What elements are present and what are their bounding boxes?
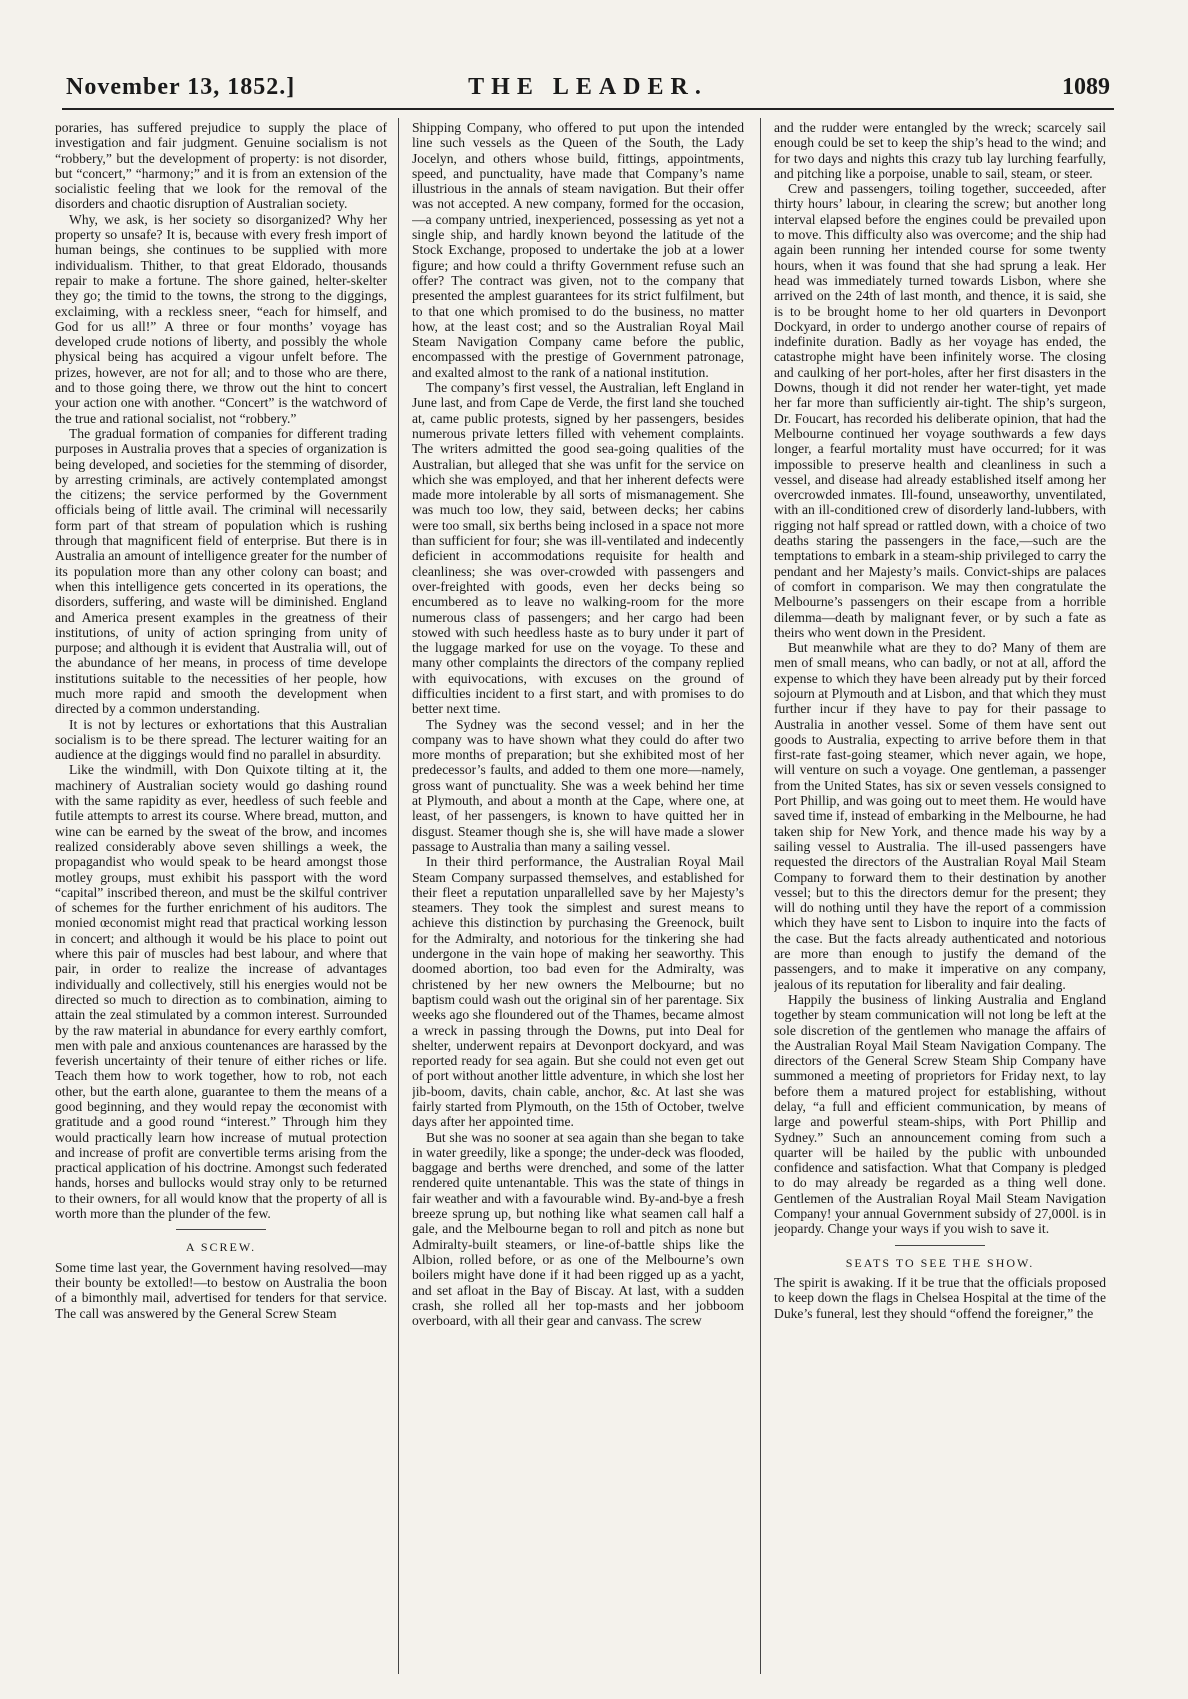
paragraph: Like the windmill, with Don Quixote tilting at it, the machinery of Australian society would go dashing round with the same rapidity as ever, heedless of such feeble and futile attempts to arrest its course. Where bread, mutton, and wine can be earned by the sweat of the brow, and incomes realized considerably above seven shillings a week, the propagandist who would speak to be heard amongst those motley groups, must exhibit his passport with the word “capital” inscribed thereon, and must be the skilful contriver of schemes for the further enrichment of his auditors. The monied œconomist might read that practical working lesson in concert; and although it would be his place to point out where this pair of muscles had best labour, and where that pair, in order to realize the increase of advantages individually and collectively, still his energies would not be directed so much to direction as to combination, aiming to attain the zeal stimulated by a common interest. Surrounded by the raw material in abundance for every earthly comfort, men with pale and anxious countenances are harassed by the feverish uncertainty of their tenure of either riches or life. Teach them how to work together, how to rob, not each other, but the earth alone, guarantee to them the means of a good beginning, and they would repay the œconomist with gratitude and a good round “interest.” Through him they would practically learn how increase of mutual protection and increase of profit are convertible terms arising from the practical application of his doctrine. Amongst such federated hands, horses and bullocks would stray only to be returned to their owners, for all would know that the property of all is worth more than the plunder of the few. xyxy=(55,762,387,1222)
issue-date: November 13, 1852.] xyxy=(66,74,296,100)
section-heading-seats-to-see-the-show: SEATS TO SEE THE SHOW. xyxy=(845,1255,1035,1270)
column-3 xyxy=(774,120,1106,1675)
column-rule-1 xyxy=(398,118,399,1674)
paragraph: Why, we ask, is her society so disorganized? Why her property so unsafe? It is, because with every fresh import of human beings, she continues to be supplied with more individualism. Thither, to that great Eldorado, thousands repair to make a fortune. The shore gained, helter-skelter they go; the timid to the towns, the strong to the diggings, exclaiming, with a reckless sneer, “each for himself, and God for us all!” A three or four months’ voyage has developed crude notions of liberty, and possibly the whole physical being has acquired a vigour unfelt before. The prizes, however, are not for all; and to those who are there, and to those going there, we throw out the hint to concert your action one with another. “Concert” is the watchword of the true and rational socialist, not “robbery.” xyxy=(55,211,387,426)
paragraph: But meanwhile what are they to do? Many of them are men of small means, who can badly, or not at all, afford the expense to which they have been already put by their forced sojourn at Plymouth and at Lisbon, and that which they must further incur if they have to pay for their passage to Australia in another vessel. Some of them have sent out goods to Australia, expecting to arrive before them in that first-rate fast-going steamer, which never again, we hope, will venture on such a voyage. One gentleman, a passenger from the United States, has six or seven vessels consigned to Port Phillip, and was going out to meet them. He would have saved time if, instead of embarking in the Melbourne, he had taken ship for New York, and thence made his way by a sailing vessel to Australia. The ill-used passengers have requested the directors of the Australian Royal Mail Steam Company to forward them to their destination by another vessel; but to this the directors demur for the present; they will do nothing until they have the report of a commission which they have sent to Lisbon to inquire into the facts of the case. But the facts already authenticated and notorious are more than enough to justify the demand of the passengers, and to make it imperative on any company, jealous of its reputation for liberality and fair dealing. xyxy=(774,640,1106,992)
column-1 xyxy=(55,120,387,1675)
paragraph: The Sydney was the second vessel; and in her the company was to have shown what they could do after two more months of preparation; but she exhibited most of her predecessor’s faults, and added to them one more—namely, gross want of punctuality. She was a week behind her time at Plymouth, and about a month at the Cape, where one, at least, of her passengers, is known to have quitted her in disgust. Steamer though she is, she will have made a slower passage to Australia than many a sailing vessel. xyxy=(412,716,744,854)
paragraph: In their third performance, the Australian Royal Mail Steam Company surpassed themselves, and established for their fleet a reputation unparallelled save by her Majesty’s steamers. They took the simplest and surest means to achieve this distinction by purchasing the Greenock, built for the Admiralty, and notorious for the tinkering she had undergone in the vain hope of making her seaworthy. This doomed abortion, too bad even for the Admiralty, was christened by her new owners the Melbourne; but no baptism could wash out the original sin of her parentage. Six weeks ago she floundered out of the Thames, became almost a wreck in passing through the Downs, put into Deal for shelter, underwent repairs at Devonport dockyard, and was reported ready for sea again. But she could not even get out of port without another little adventure, in which she lost her jib-boom, davits, chain cable, anchor, &c. At last she was fairly started from Plymouth, on the 15th of October, twelve days after her appointed time. xyxy=(412,854,744,1130)
newspaper-title: THE LEADER. xyxy=(468,74,708,100)
section-heading-a-screw: A SCREW. xyxy=(185,1240,257,1255)
paragraph: The gradual formation of companies for different trading purposes in Australia proves that a species of organization is being developed, and societies for the stemming of disorder, by arresting criminals, are actively contemplated amongst the citizens; the service performed by the Government officials being of little avail. The criminal will necessarily form part of that stream of population which is rushing through that magnificent field of enterprise. But there is in Australia an amount of intelligence greater for the number of its population more than any other colony can boast; and when this intelligence gets concerted in its operations, the disorders, suffering, and waste will be diminished. England and America present examples in the greatness of their institutions, of unity of action springing from unity of purpose; and although it is evident that Australia will, out of the abundance of her means, in process of time develope institutions suitable to the necessities of her people, how much more rapid and smooth the development when directed by a common understanding. xyxy=(55,425,387,717)
paragraph: Happily the business of linking Australia and England together by steam communication will not long be left at the sole discretion of the gentlemen who manage the affairs of the Australian Royal Mail Steam Navigation Company. The directors of the General Screw Steam Ship Company have summoned a meeting of proprietors for Friday next, to lay before them a matured project for establishing, without delay, “a full and efficient communication, by means of large and powerful steam-ships, with Port Phillip and Sydney.” Such an announcement coming from such a quarter will be hailed by the public with unbounded confidence and satisfaction. What that Company is pledged to do may already be regarded as a thing well done. Gentlemen of the Australian Royal Mail Steam Navigation Company! your annual Government subsidy of 27,000l. is in jeopardy. Change your ways if you wish to save it. xyxy=(774,991,1106,1237)
paragraph: poraries, has suffered prejudice to supply the place of investigation and fair judgment. Genuine socialism is not “robbery,” but the development of property: is not disorder, but “concert,” “harmony;” and it is from an extension of the socialistic feeling that we look for the removal of the disorders and chaotic disruption of Australian society. xyxy=(55,120,387,212)
paragraph: and the rudder were entangled by the wreck; scarcely sail enough could be set to keep the ship’s head to the wind; and for two days and nights this crazy tub lay lurching fearfully, and pitching like a porpoise, unable to sail, steam, or steer. xyxy=(774,120,1106,181)
paragraph: It is not by lectures or exhortations that this Australian socialism is to be there spread. The lecturer waiting for an audience at the diggings would find no parallel in absurdity. xyxy=(55,716,387,763)
paragraph: Crew and passengers, toiling together, succeeded, after thirty hours’ labour, in clearing the screw; but another long interval elapsed before the engines could be prevailed upon to move. This difficulty also was overcome; and the ship had again been running her intended course for some twenty hours, when it was found that she had sprung a leak. Her head was immediately turned towards Lisbon, where she arrived on the 24th of last month, and thence, it is said, she is to be brought home to her old quarters in Devonport Dockyard, in order to undergo another course of repairs of indefinite duration. Badly as her voyage has ended, the catastrophe might have been infinitely worse. The closing and caulking of her port-holes, after her first disasters in the Downs, though it did not render her water-tight, yet made her far more than sufficiently air-tight. The ship’s surgeon, Dr. Foucart, has recorded his deliberate opinion, that had the Melbourne continued her voyage southwards a few days longer, a fearful mortality must have occurred; for it was impossible to preserve health and cleanliness in such a vessel, and disease had already established itself among her overcrowded inmates. Ill-found, unseaworthy, unventilated, with an ill-conditioned crew of disorderly land-lubbers, with rigging not half spread or rattled down, with a choice of two deaths staring the passengers in the face,—such are the temptations to embark in a steam-ship privileged to carry the pendant and her Majesty’s mails. Convict-ships are palaces of comfort in comparison. We may then congratulate the Melbourne’s passengers on their escape from a horrible dilemma—death by malignant fever, or by such a fate as theirs who went down in the President. xyxy=(774,181,1106,640)
paragraph: The company’s first vessel, the Australian, left England in June last, and from Cape de Verde, the first land she touched at, came public protests, signed by her passengers, besides numerous private letters filled with vehement complaints. The writers admitted the good sea-going qualities of the Australian, but alleged that she was unfit for the service on which she was employed, and that her inherent defects were made more intolerable by all sorts of mismanagement. She was much too low, they said, between decks; her cabins were too small, six berths being inclosed in a space not more than sufficient for four; she was ill-ventilated and indecently deficient in accommodations requisite for health and cleanliness; she was over-crowded with passengers and over-freighted with goods, even her decks being so encumbered as to leave no walking-room for the more numerous class of passengers; and her cargo had been stowed with such heedless haste as to bury under it part of the luggage marked for use on the voyage. To these and many other complaints the directors of the company replied with equivocations, with excuses on the ground of difficulties incident to a first start, and with promises to do better next time. xyxy=(412,380,744,717)
paragraph: But she was no sooner at sea again than she began to take in water greedily, like a sponge; the under-deck was flooded, baggage and berths were drenched, and some of the latter rendered quite untenantable. This was the state of things in fair weather and with a favourable wind. By-and-bye a fresh breeze sprung up, but nothing like what seamen call half a gale, and the Melbourne began to roll and pitch as none but Admiralty-built steamers, or line-of-battle ships like the Albion, rolled before, or as one of the Melbourne’s own boilers might have done if it had been rigged up as a yacht, and set afloat in the Bay of Biscay. At last, with a sudden crash, she rolled all her top-masts and her jobboom overboard, with all their gear and canvass. The screw xyxy=(412,1129,744,1329)
section-divider xyxy=(176,1229,266,1230)
masthead xyxy=(62,72,1114,110)
paragraph: Some time last year, the Government having resolved—may their bounty be extolled!—to bestow on Australia the boon of a bimonthly mail, advertised for tenders for that service. The call was answered by the General Screw Steam xyxy=(55,1259,387,1321)
page-number: 1089 xyxy=(1062,74,1110,100)
paragraph: The spirit is awaking. If it be true that the officials proposed to keep down the flags in Chelsea Hospital at the time of the Duke’s funeral, lest they should “offend the foreigner,” the xyxy=(774,1274,1106,1321)
column-2 xyxy=(412,120,744,1675)
paragraph: Shipping Company, who offered to put upon the intended line such vessels as the Queen of the South, the Lady Jocelyn, and others whose build, fittings, appointments, speed, and punctuality, have made that Company’s name illustrious in the annals of steam navigation. But their offer was not accepted. A new company, formed for the occasion,—a company untried, inexperienced, possessing as yet not a single ship, and hardly known beyond the latitude of the Stock Exchange, proposed to undertake the job at a lower figure; and how could a thrifty Government refuse such an offer? The contract was given, not to the company that presented the amplest guarantees for its strict fulfilment, but to that one which promised to do the business, no matter how, at the least cost; and so the Australian Royal Mail Steam Navigation Company came before the public, encompassed with the prestige of Government patronage, and exalted almost to the rank of a national institution. xyxy=(412,120,744,380)
section-divider xyxy=(895,1245,985,1246)
column-rule-2 xyxy=(760,118,761,1674)
